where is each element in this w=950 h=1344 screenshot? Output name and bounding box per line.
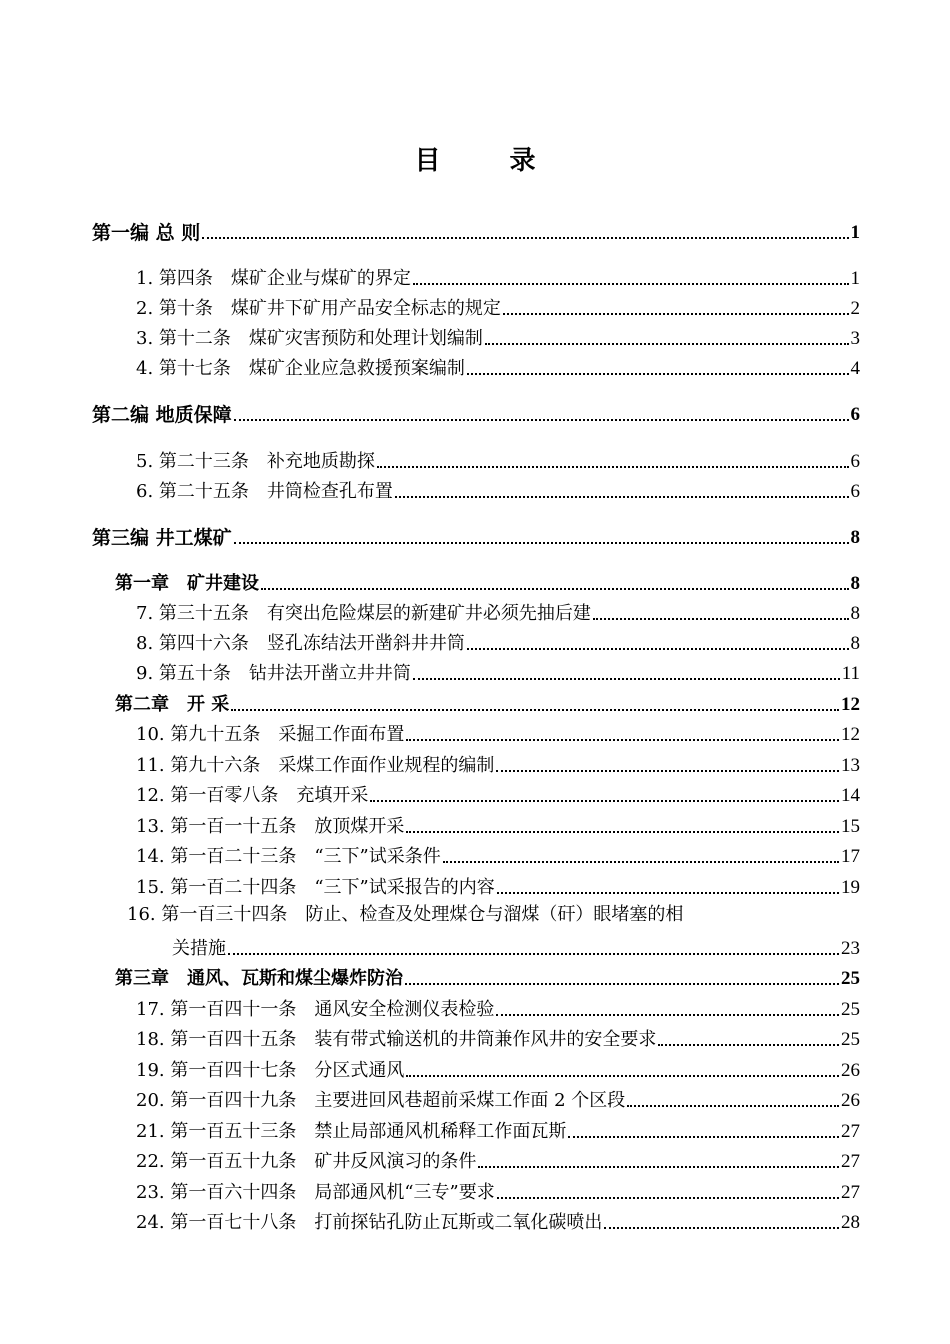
toc-item-6[interactable] [136,477,860,503]
toc-item-8[interactable] [136,629,860,655]
leader-dots [234,419,849,421]
leader-dots [261,588,849,590]
page-number: 14 [841,785,860,806]
toc-item-label: 11. 第九十六条 采煤工作面作业规程的编制 [136,755,495,776]
leader-dots [228,953,839,955]
page-number: 17 [841,846,860,867]
leader-dots [406,831,839,833]
toc-item-1[interactable] [136,264,860,290]
leader-dots [377,466,849,468]
leader-dots [478,1166,839,1168]
page-number: 8 [850,633,860,654]
leader-dots [467,648,849,650]
toc-item-label: 6. 第二十五条 井筒检查孔布置 [136,481,393,502]
toc-item-7[interactable] [136,599,860,625]
toc-item-23[interactable] [136,1178,860,1204]
toc-item-12[interactable] [136,781,860,807]
toc-item-15[interactable] [136,873,860,899]
toc-item-label: 4. 第十七条 煤矿企业应急救援预案编制 [136,358,465,379]
toc-chapter-label: 第三章 通风、瓦斯和煤尘爆炸防治 [115,968,403,989]
page-number: 3 [850,328,860,349]
leader-dots [413,283,849,285]
leader-dots [658,1044,839,1046]
toc-part-1[interactable] [92,218,860,244]
toc-part-2[interactable] [92,400,860,426]
page-number: 25 [841,968,860,989]
page-number: 13 [841,755,860,776]
leader-dots [405,983,839,985]
leader-dots [497,1197,839,1199]
toc-item-label: 22. 第一百五十九条 矿井反风演习的条件 [136,1151,477,1172]
page-number: 26 [841,1060,860,1081]
leader-dots [370,800,839,802]
leader-dots [234,542,849,544]
page-number: 25 [841,999,860,1020]
toc-chapter-label: 第一章 矿井建设 [115,573,259,594]
toc-item-label: 3. 第十二条 煤矿灾害预防和处理计划编制 [136,328,483,349]
page-number: 11 [841,663,860,684]
page-number: 27 [841,1182,860,1203]
toc-item-21[interactable] [136,1117,860,1143]
leader-dots [406,739,839,741]
page-number: 12 [841,694,860,715]
toc-item-label: 14. 第一百二十三条 “三下”试采条件 [136,846,441,867]
leader-dots [202,237,848,239]
page-number: 23 [841,938,860,959]
toc-item-17[interactable] [136,995,860,1021]
toc-item-label: 20. 第一百四十九条 主要进回风巷超前采煤工作面 2 个区段 [136,1090,626,1111]
toc-part-label: 第一编 总 则 [92,222,201,244]
toc-item-label: 10. 第九十五条 采掘工作面布置 [136,724,405,745]
page-number: 6 [850,451,860,472]
leader-dots [406,1075,839,1077]
page-number: 6 [850,481,860,502]
toc-item-label: 18. 第一百四十五条 装有带式输送机的井筒兼作风井的安全要求 [136,1029,657,1050]
toc-part-label: 第三编 井工煤矿 [92,527,232,549]
leader-dots [593,618,849,620]
toc-item-5[interactable] [136,447,860,473]
toc-title: 目 录 [414,146,566,176]
toc-item-label: 21. 第一百五十三条 禁止局部通风机稀释工作面瓦斯 [136,1121,567,1142]
toc-item-label: 23. 第一百六十四条 局部通风机“三专”要求 [136,1182,495,1203]
toc-item-label: 19. 第一百四十七条 分区式通风 [136,1060,405,1081]
toc-item-2[interactable] [136,294,860,320]
toc-item-label: 7. 第三十五条 有突出危险煤层的新建矿井必须先抽后建 [136,603,591,624]
toc-part-label: 第二编 地质保障 [92,404,232,426]
toc-chapter-2[interactable] [115,690,860,716]
toc-item-11[interactable] [136,751,860,777]
page-number: 12 [841,724,860,745]
leader-dots [395,496,849,498]
toc-item-13[interactable] [136,812,860,838]
toc-item-label: 15. 第一百二十四条 “三下”试采报告的内容 [136,877,495,898]
leader-dots [413,678,840,680]
page-number: 27 [841,1121,860,1142]
page-number: 6 [850,404,860,425]
toc-item-label: 9. 第五十条 钻井法开凿立井井筒 [136,663,411,684]
toc-item-label: 13. 第一百一十五条 放顶煤开采 [136,816,405,837]
toc-item-3[interactable] [136,324,860,350]
toc-item-22[interactable] [136,1147,860,1173]
leader-dots [443,861,839,863]
toc-item-14[interactable] [136,842,860,868]
toc-item-24[interactable] [136,1208,860,1234]
leader-dots [485,343,849,345]
page-number: 8 [850,527,860,548]
toc-chapter-3[interactable] [115,964,860,990]
toc-item-20[interactable] [136,1086,860,1112]
page-number: 28 [841,1212,860,1233]
toc-item-9[interactable] [136,659,860,685]
page-number: 15 [841,816,860,837]
toc-item-label: 17. 第一百四十一条 通风安全检测仪表检验 [136,999,495,1020]
page-number: 2 [850,298,860,319]
leader-dots [503,313,849,315]
leader-dots [568,1136,839,1138]
leader-dots [497,892,839,894]
page-number: 8 [850,573,860,594]
toc-item-label: 1. 第四条 煤矿企业与煤矿的界定 [136,268,411,289]
page-number: 1 [850,222,860,243]
toc-item-label: 关措施 [172,938,226,959]
page-number: 1 [850,268,860,289]
toc-item-10[interactable] [136,720,860,746]
leader-dots [627,1105,839,1107]
toc-item-4[interactable] [136,354,860,380]
toc-item-19[interactable] [136,1056,860,1082]
page-number: 27 [841,1151,860,1172]
toc-chapter-label: 第二章 开 采 [115,694,230,715]
toc-item-label: 5. 第二十三条 补充地质勘探 [136,451,375,472]
toc-item-label: 8. 第四十六条 竖孔冻结法开凿斜井井筒 [136,633,465,654]
leader-dots [467,373,849,375]
page-number: 25 [841,1029,860,1050]
leader-dots [231,709,839,711]
toc-item-16-first-line[interactable]: 16. 第一百三十四条 防止、检查及处理煤仓与溜煤（矸）眼堵塞的相 [127,904,684,925]
toc-item-label: 24. 第一百七十八条 打前探钻孔防止瓦斯或二氧化碳喷出 [136,1212,603,1233]
toc-item-label: 12. 第一百零八条 充填开采 [136,785,369,806]
leader-dots [496,770,839,772]
toc-item-18[interactable] [136,1025,860,1051]
toc-chapter-1[interactable] [115,569,860,595]
toc-part-3[interactable] [92,523,860,549]
page-number: 19 [841,877,860,898]
toc-item-16-continuation[interactable] [172,934,860,960]
page-number: 4 [850,358,860,379]
page-number: 26 [841,1090,860,1111]
page-number: 8 [850,603,860,624]
leader-dots [604,1227,839,1229]
leader-dots [496,1014,839,1016]
toc-item-label: 2. 第十条 煤矿井下矿用产品安全标志的规定 [136,298,501,319]
